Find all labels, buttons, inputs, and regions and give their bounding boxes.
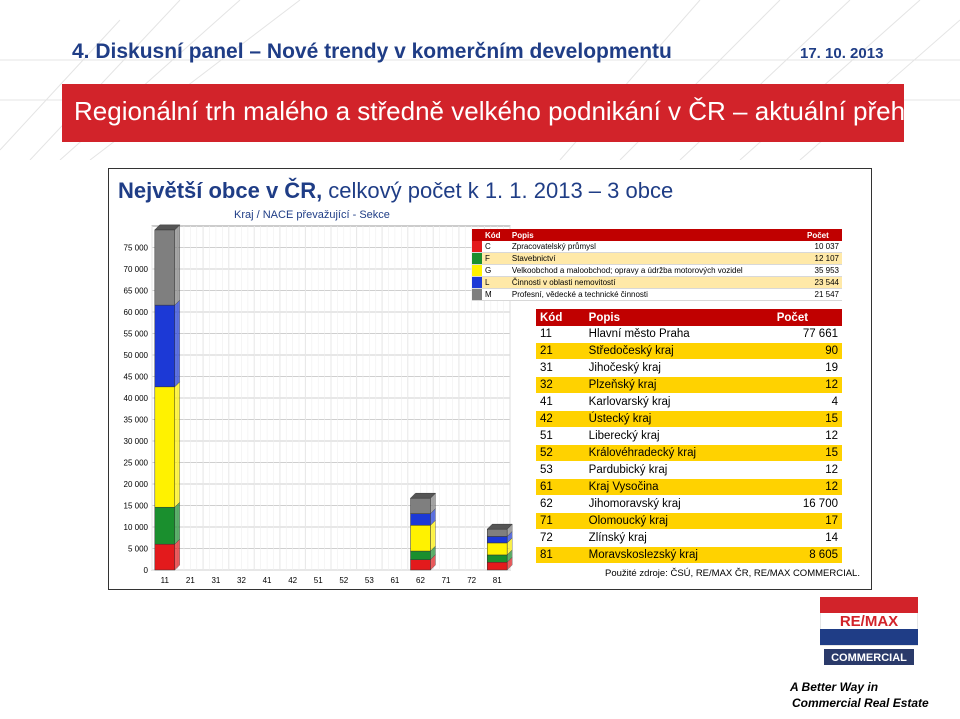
nace-cell-desc: Zpracovatelský průmysl xyxy=(509,241,804,253)
nace-cell-code: M xyxy=(482,289,509,301)
y-tick-label: 70 000 xyxy=(123,265,148,274)
x-tick-label: 51 xyxy=(313,576,323,585)
y-tick-label: 20 000 xyxy=(123,480,148,489)
chart-subtitle xyxy=(118,178,673,204)
region-cell-code: 52 xyxy=(536,445,585,462)
region-cell-desc: Ústecký kraj xyxy=(585,411,773,428)
region-row xyxy=(536,445,842,462)
region-cell-desc: Kraj Vysočina xyxy=(585,479,773,496)
region-cell-code: 21 xyxy=(536,343,585,360)
bar-segment-M xyxy=(487,529,507,536)
region-row xyxy=(536,343,842,360)
bar-segment-G xyxy=(487,543,507,555)
region-cell-count: 77 661 xyxy=(773,326,842,343)
bar-segment-F xyxy=(411,551,431,560)
bar-side-M xyxy=(175,225,180,305)
nace-cell-count: 21 547 xyxy=(804,289,842,301)
bar-segment-F xyxy=(155,507,175,544)
bar-segment-M xyxy=(155,230,175,305)
region-cell-code: 61 xyxy=(536,479,585,496)
region-cell-desc: Středočeský kraj xyxy=(585,343,773,360)
region-cell-code: 51 xyxy=(536,428,585,445)
logo-brand: RE/MAX xyxy=(839,613,899,630)
bar-side-L xyxy=(175,300,180,387)
region-row xyxy=(536,496,842,513)
bar-side-F xyxy=(175,502,180,544)
x-tick-label: 71 xyxy=(441,576,451,585)
subtitle-rest: celkový počet k 1. 1. 2013 – 3 obce xyxy=(322,178,674,203)
x-tick-label: 61 xyxy=(390,576,400,585)
bar-side-G xyxy=(175,382,180,507)
region-cell-desc: Zlínský kraj xyxy=(585,530,773,547)
x-tick-label: 31 xyxy=(211,576,221,585)
region-cell-code: 42 xyxy=(536,411,585,428)
region-row xyxy=(536,513,842,530)
stacked-bar-chart xyxy=(114,204,516,588)
chart-title: Kraj / NACE převažující - Sekce xyxy=(234,209,390,221)
y-tick-label: 25 000 xyxy=(123,458,148,468)
region-cell-desc: Jihočeský kraj xyxy=(585,360,773,377)
region-cell-count: 15 xyxy=(773,445,842,462)
remax-commercial-logo xyxy=(820,597,918,669)
region-cell-desc: Plzeňský kraj xyxy=(585,377,773,394)
nace-cell-desc: Činnosti v oblasti nemovitostí xyxy=(509,277,804,289)
nace-color-swatch xyxy=(472,253,482,265)
y-tick-label: 5 000 xyxy=(127,544,148,554)
y-tick-label: 65 000 xyxy=(123,286,148,296)
nace-row xyxy=(472,241,842,253)
y-tick-label: 35 000 xyxy=(123,415,148,425)
slide-date: 17. 10. 2013 xyxy=(800,45,884,62)
region-cell-desc: Liberecký kraj xyxy=(585,428,773,445)
region-cell-count: 16 700 xyxy=(773,496,842,513)
region-cell-count: 12 xyxy=(773,377,842,394)
nace-cell-desc: Profesní, vědecké a technické činnosti xyxy=(509,289,804,301)
source-note: Použité zdroje: ČSÚ, RE/MAX ČR, RE/MAX COMMERCIAL. xyxy=(605,568,860,579)
x-tick-label: 81 xyxy=(492,576,502,585)
logo-slogan-line1: A Better Way in xyxy=(790,680,879,694)
region-row xyxy=(536,377,842,394)
y-tick-label: 55 000 xyxy=(123,329,148,339)
region-col-desc: Popis xyxy=(585,309,773,326)
nace-header-row xyxy=(472,229,842,241)
x-tick-label: 11 xyxy=(160,576,169,585)
region-cell-code: 53 xyxy=(536,462,585,479)
region-cell-count: 12 xyxy=(773,479,842,496)
x-tick-label: 53 xyxy=(364,576,374,585)
y-tick-label: 10 000 xyxy=(123,523,148,532)
nace-cell-code: F xyxy=(482,253,509,265)
nace-cell-desc: Velkoobchod a maloobchod; opravy a údržba motorových vozidel xyxy=(509,265,804,277)
y-tick-label: 0 xyxy=(143,566,148,575)
region-cell-code: 62 xyxy=(536,496,585,513)
bar-segment-C xyxy=(155,544,175,570)
y-tick-label: 40 000 xyxy=(123,394,148,403)
region-cell-count: 15 xyxy=(773,411,842,428)
x-tick-label: 72 xyxy=(467,576,477,585)
x-tick-label: 42 xyxy=(288,576,298,585)
y-tick-label: 30 000 xyxy=(123,437,148,446)
nace-col-swatch xyxy=(472,229,482,241)
bar-segment-G xyxy=(411,525,431,551)
region-cell-code: 11 xyxy=(536,326,585,343)
region-cell-count: 90 xyxy=(773,343,842,360)
region-cell-desc: Jihomoravský kraj xyxy=(585,496,773,513)
region-cell-count: 19 xyxy=(773,360,842,377)
nace-row xyxy=(472,265,842,277)
region-col-count: Počet xyxy=(773,309,842,326)
region-row xyxy=(536,411,842,428)
region-cell-count: 12 xyxy=(773,462,842,479)
region-row xyxy=(536,360,842,377)
region-row xyxy=(536,479,842,496)
nace-cell-count: 12 107 xyxy=(804,253,842,265)
region-table xyxy=(536,309,842,564)
y-tick-label: 15 000 xyxy=(123,501,148,511)
region-header-row xyxy=(536,309,842,326)
subtitle-bold: Největší obce v ČR, xyxy=(118,178,323,203)
slide-title: 4. Diskusní panel – Nové trendy v komerčním developmentu xyxy=(72,40,672,63)
banner-text: Regionální trh malého a středně velkého podnikání v ČR – aktuální přehled xyxy=(74,96,940,126)
nace-cell-code: C xyxy=(482,241,509,253)
region-row xyxy=(536,530,842,547)
region-cell-desc: Moravskoslezský kraj xyxy=(585,547,773,564)
x-tick-label: 41 xyxy=(262,576,272,585)
region-cell-code: 31 xyxy=(536,360,585,377)
bar-segment-G xyxy=(155,387,175,507)
region-row xyxy=(536,547,842,564)
nace-legend-table xyxy=(472,229,842,301)
nace-cell-code: G xyxy=(482,265,509,277)
nace-color-swatch xyxy=(472,289,482,301)
nace-row xyxy=(472,253,842,265)
logo-sub: COMMERCIAL xyxy=(831,652,907,664)
region-row xyxy=(536,428,842,445)
nace-color-swatch xyxy=(472,241,482,253)
y-tick-label: 45 000 xyxy=(123,372,148,382)
region-cell-count: 17 xyxy=(773,513,842,530)
nace-cell-code: L xyxy=(482,277,509,289)
nace-col-count: Počet xyxy=(804,229,842,241)
region-cell-count: 14 xyxy=(773,530,842,547)
bar-segment-C xyxy=(487,562,507,570)
nace-col-code: Kód xyxy=(482,229,509,241)
region-cell-count: 8 605 xyxy=(773,547,842,564)
region-cell-desc: Hlavní město Praha xyxy=(585,326,773,343)
nace-cell-desc: Stavebnictví xyxy=(509,253,804,265)
nace-cell-count: 23 544 xyxy=(804,277,842,289)
logo-slogan-line2: Commercial Real Estate xyxy=(792,696,929,710)
y-tick-label: 60 000 xyxy=(123,308,148,317)
bar-segment-L xyxy=(411,514,431,526)
bar-side-G xyxy=(430,520,435,551)
region-cell-count: 4 xyxy=(773,394,842,411)
region-cell-code: 81 xyxy=(536,547,585,564)
region-cell-desc: Pardubický kraj xyxy=(585,462,773,479)
bar-segment-L xyxy=(487,536,507,542)
bar-segment-F xyxy=(487,555,507,562)
region-cell-desc: Olomoucký kraj xyxy=(585,513,773,530)
x-tick-label: 62 xyxy=(416,576,425,585)
region-cell-desc: Karlovarský kraj xyxy=(585,394,773,411)
nace-col-desc: Popis xyxy=(509,229,804,241)
nace-row xyxy=(472,289,842,301)
x-tick-label: 32 xyxy=(237,576,246,585)
nace-color-swatch xyxy=(472,277,482,289)
x-tick-label: 21 xyxy=(185,576,195,585)
y-tick-label: 50 000 xyxy=(123,351,148,360)
region-cell-code: 41 xyxy=(536,394,585,411)
bar-segment-M xyxy=(411,498,431,513)
bar-segment-C xyxy=(411,560,431,570)
section-banner xyxy=(62,84,940,142)
nace-color-swatch xyxy=(472,265,482,277)
region-cell-count: 12 xyxy=(773,428,842,445)
region-row xyxy=(536,326,842,343)
region-col-code: Kód xyxy=(536,309,585,326)
region-cell-code: 32 xyxy=(536,377,585,394)
region-cell-code: 71 xyxy=(536,513,585,530)
bar-side-C xyxy=(175,539,180,570)
region-cell-desc: Královéhradecký kraj xyxy=(585,445,773,462)
region-row xyxy=(536,394,842,411)
nace-cell-count: 35 953 xyxy=(804,265,842,277)
region-cell-code: 72 xyxy=(536,530,585,547)
nace-row xyxy=(472,277,842,289)
bar-segment-L xyxy=(155,305,175,387)
x-tick-label: 52 xyxy=(339,576,349,585)
region-row xyxy=(536,462,842,479)
nace-cell-count: 10 037 xyxy=(804,241,842,253)
y-tick-label: 75 000 xyxy=(123,243,148,253)
